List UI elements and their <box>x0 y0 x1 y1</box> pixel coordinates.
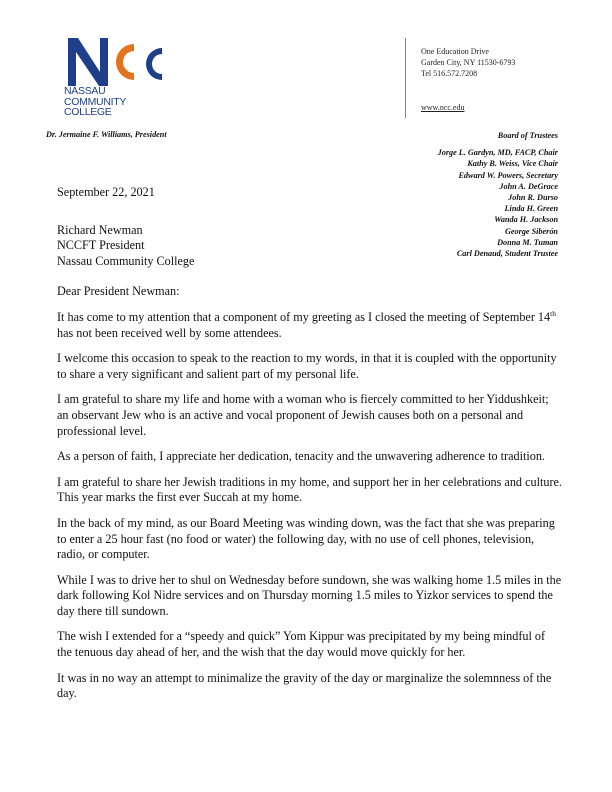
recipient-line: Nassau Community College <box>57 253 195 268</box>
paragraph-text: has not been received well by some attendees. <box>57 325 282 340</box>
recipient-line: Richard Newman <box>57 222 143 237</box>
trustee-name: Carl Denaud, Student Trustee <box>456 249 558 259</box>
letter-paragraph: While I was to drive her to shul on Wednesday before sundown, she was walking home 1.5 miles in the dark following Kol Nidre services and on Thursday morning 1.5 miles to Yizkor services to spend the day there till sundown. <box>57 572 562 618</box>
recipient-block <box>57 223 562 270</box>
header-divider <box>405 38 406 118</box>
ncc-monogram-icon <box>64 34 184 90</box>
trustee-name: Edward W. Powers, Secretary <box>458 170 558 180</box>
logo-line: NASSAU <box>64 85 106 97</box>
letter-paragraph: As a person of faith, I appreciate her dedication, tenacity and the unwavering adherence to tradition. <box>57 449 545 464</box>
letter-paragraph: I am grateful to share her Jewish traditions in my home, and support her in her celebrations and culture. This year marks the first ever Succah at my home. <box>57 474 562 505</box>
letter-paragraph: The wish I extended for a “speedy and quick” Yom Kippur was precipitated by my being mindful of the tenuous day ahead of her, and the wish that the day would move quickly for her. <box>57 629 546 660</box>
trustee-name: John A. DeGrace <box>499 181 558 191</box>
college-address <box>421 46 515 113</box>
ordinal-suffix: th <box>550 308 556 318</box>
board-heading: Board of Trustees <box>497 131 558 140</box>
letter-body <box>57 185 562 712</box>
letter-paragraph <box>57 310 562 341</box>
letter-paragraph: I welcome this occasion to speak to the reaction to my words, in that it is coupled with the opportunity to share a very significant and salient part of my personal life. <box>57 351 557 381</box>
letter-paragraph: It was in no way an attempt to minimalize the gravity of the day or marginalize the solemnness of the day. <box>57 670 552 701</box>
college-logo <box>64 34 184 126</box>
trustee-name: Linda H. Green <box>504 204 558 214</box>
address-city: Garden City, NY 11530-6793 <box>421 58 516 67</box>
address-phone: Tel 516.572.7208 <box>421 69 478 78</box>
president-name: Dr. Jermaine F. Williams, President <box>46 130 167 139</box>
logo-line: COLLEGE <box>64 106 112 118</box>
letter-paragraph: In the back of my mind, as our Board Meeting was winding down, was the fact that she was preparing to enter a 25 hour fast (no food or water) the following day, with no use of cell phones, television, radio, or computer. <box>57 515 555 562</box>
trustee-name: John R. Durso <box>508 193 558 203</box>
logo-line: COMMUNITY <box>64 95 127 108</box>
trustee-name: Wanda H. Jackson <box>494 215 558 225</box>
trustee-name: Kathy B. Weiss, Vice Chair <box>467 159 558 169</box>
salutation: Dear President Newman: <box>57 284 180 299</box>
address-street: One Education Drive <box>421 47 489 56</box>
letter-paragraph: I am grateful to share my life and home with a woman who is fiercely committed to her Yiddushkeit; an observant Jew who is an active and vocal proponent of Jewish causes both on a personal and professional level. <box>57 392 549 438</box>
recipient-line: NCCFT President <box>57 238 145 253</box>
letter-date: September 22, 2021 <box>57 185 155 199</box>
website-link[interactable]: www.ncc.edu <box>421 103 465 112</box>
trustee-name: Jorge L. Gardyn, MD, FACP, Chair <box>437 148 558 158</box>
trustee-name: George Siberón <box>505 226 558 236</box>
trustee-name: Donna M. Tuman <box>497 237 558 247</box>
paragraph-text: It has come to my attention that a component of my greeting as I closed the meeting of September 14 <box>57 309 551 324</box>
logo-wordmark <box>64 86 126 118</box>
